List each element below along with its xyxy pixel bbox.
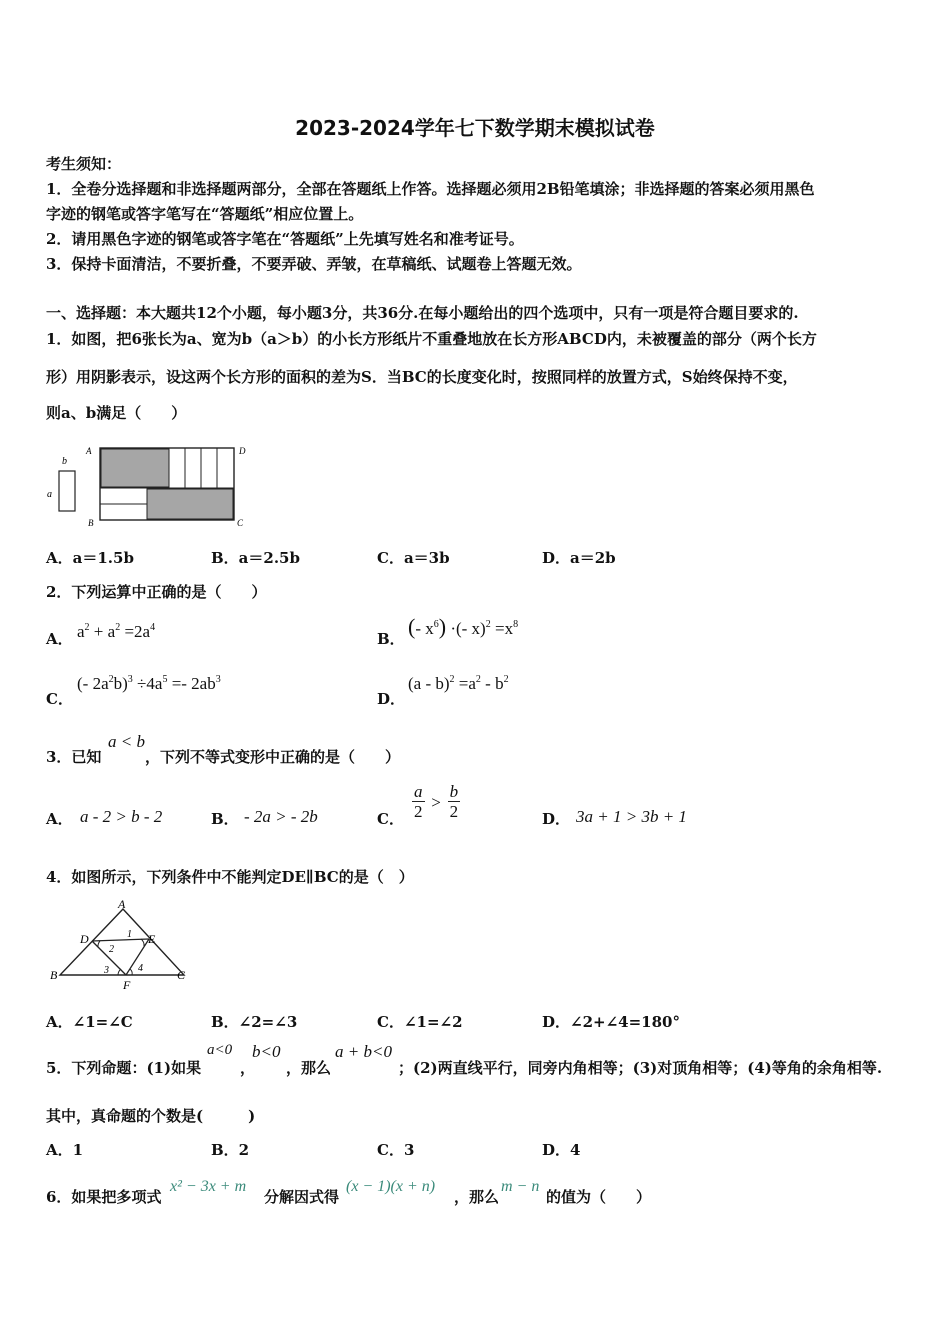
q4-option-d: D．∠2+∠4=180° [542, 1013, 680, 1031]
q3-label-c: C． [377, 810, 404, 828]
q2-formula-a: $a^2 + a^2 =2a^4$ [77, 622, 156, 641]
q3-label-b: B． [211, 810, 239, 828]
q6-part-4: 的值为（ ） [546, 1188, 652, 1206]
notice-line-1a: 1．全卷分选择题和非选择题两部分，全部在答题纸上作答。选择题必须用2B铅笔填涂；非选择题的答案必须用黑色 [46, 180, 815, 198]
q5-option-a: A．1 [46, 1141, 84, 1159]
section-heading: 一、选择题：本大题共12个小题，每小题3分，共36分.在每小题给出的四个选项中，只有一项是符合题目要求的. [46, 304, 799, 322]
q1-option-a: A．a＝1.5b [46, 549, 134, 567]
fig4-angle-4: 4 [138, 963, 143, 974]
q3-option-b: - 2a > - 2b [244, 807, 318, 826]
q3-stem-b: ，下列不等式变形中正确的是（ ） [145, 748, 401, 766]
q2-formula-b: (- $x^6$) ·(- $x)^2 =x^8$ [408, 614, 519, 639]
q5-option-c: C．3 [377, 1141, 415, 1159]
fig1-label-A: A [86, 446, 92, 456]
q4-option-b: B．∠2=∠3 [211, 1013, 298, 1031]
q1-option-b: B．a＝2.5b [211, 549, 300, 567]
notice-line-3: 3．保持卡面清洁，不要折叠，不要弄破、弄皱，在草稿纸、试题卷上答题无效。 [46, 255, 582, 273]
q5-option-d: D．4 [542, 1141, 581, 1159]
q1-line-2: 形）用阴影表示，设这两个长方形的面积的差为S．当BC的长度变化时，按照同样的放置方式，S始终保持不变， [46, 368, 798, 386]
fig4-label-E: E [148, 932, 156, 946]
q2-stem: 2．下列运算中正确的是（ ） [46, 583, 267, 601]
q5-option-b: B．2 [211, 1141, 250, 1159]
q5-cond-1: a<0 [207, 1042, 233, 1058]
q2-formula-d: $(a - b)^2 =a^2 - b^2$ [408, 674, 509, 693]
q1-line-3: 则a、b满足（ ） [46, 404, 187, 422]
q4-option-a: A．∠1=∠C [46, 1013, 133, 1031]
q5-part-4: ；(2)两直线平行，同旁内角相等；(3)对顶角相等；(4)等角的余角相等. [398, 1059, 883, 1077]
q4-stem: 4．如图所示，下列条件中不能判定DE∥BC的是（ ） [46, 868, 414, 886]
q3-option-c: $\frac{a}{2}$ > $\frac{b}{2}$ [414, 782, 459, 821]
q2-label-a: A． [46, 630, 73, 648]
q1-option-d: D．a＝2b [542, 549, 616, 567]
fig4-label-C: C [177, 968, 186, 982]
fig4-label-B: B [50, 968, 58, 982]
q5-cond-3: a + b<0 [335, 1042, 392, 1061]
fig1-small-rect [59, 471, 75, 511]
q5-part-3: ，那么 [286, 1059, 332, 1077]
q6-factored: (x − 1)(x + n) [346, 1178, 436, 1195]
q3-label-d: D． [542, 810, 571, 828]
q3-condition: a < b [108, 732, 145, 751]
q3-option-d: 3a + 1 > 3b + 1 [576, 807, 687, 826]
q6-part-1: 6．如果把多项式 [46, 1188, 162, 1206]
q4-figure [44, 895, 204, 995]
q6-polynomial: x² − 3x + m [170, 1178, 247, 1195]
q6-part-2: 分解因式得 [264, 1188, 340, 1206]
fig1-label-C: C [237, 518, 244, 528]
notice-line-2: 2．请用黑色字迹的钢笔或答字笔在“答题纸”上先填写姓名和准考证号。 [46, 230, 524, 248]
fig4-angle-1: 1 [127, 929, 132, 940]
q4-option-c: C．∠1=∠2 [377, 1013, 463, 1031]
notice-heading: 考生须知： [46, 155, 122, 173]
q6-expression: m − n [501, 1178, 540, 1195]
q3-stem-a: 3．已知 [46, 748, 102, 766]
q6-part-3: ，那么 [454, 1188, 500, 1206]
fig1-shade-bottom [147, 489, 233, 519]
fig4-angle-2: 2 [109, 944, 114, 955]
fig4-label-D: D [80, 932, 89, 946]
fig4-angle-3: 3 [104, 965, 109, 976]
page-title: 2023-2024学年七下数学期末模拟试卷 [295, 116, 655, 140]
q5-cond-2: b<0 [252, 1042, 281, 1061]
q2-label-b: B． [377, 630, 405, 648]
fig1-shade-top [101, 449, 169, 487]
q5-part-2: ， [240, 1059, 256, 1077]
q3-label-a: A． [46, 810, 73, 828]
fig4-label-F: F [123, 978, 131, 992]
q5-line-2: 其中，真命题的个数是( ) [46, 1107, 256, 1125]
fig1-label-b: b [62, 456, 67, 467]
fig1-label-B: B [88, 518, 94, 528]
q2-label-c: C． [46, 690, 73, 708]
q1-option-c: C．a＝3b [377, 549, 450, 567]
fig4-label-A: A [118, 897, 126, 911]
fig1-label-a: a [47, 489, 52, 500]
q2-label-d: D． [377, 690, 406, 708]
q1-figure [44, 440, 254, 532]
fig1-label-D: D [239, 446, 246, 456]
q3-option-a: a - 2 > b - 2 [80, 807, 163, 826]
q2-formula-c: (- $2a^2b)^3 \div 4a^5 =- 2ab^3$ [77, 674, 221, 693]
notice-line-1b: 字迹的钢笔或答字笔写在“答题纸”相应位置上。 [46, 205, 364, 223]
q1-line-1: 1．如图，把6张长为a、宽为b（a＞b）的小长方形纸片不重叠地放在长方形ABCD内，未被覆盖的部分（两个长方 [46, 330, 817, 348]
q5-part-1: 5．下列命题：(1)如果 [46, 1059, 202, 1077]
